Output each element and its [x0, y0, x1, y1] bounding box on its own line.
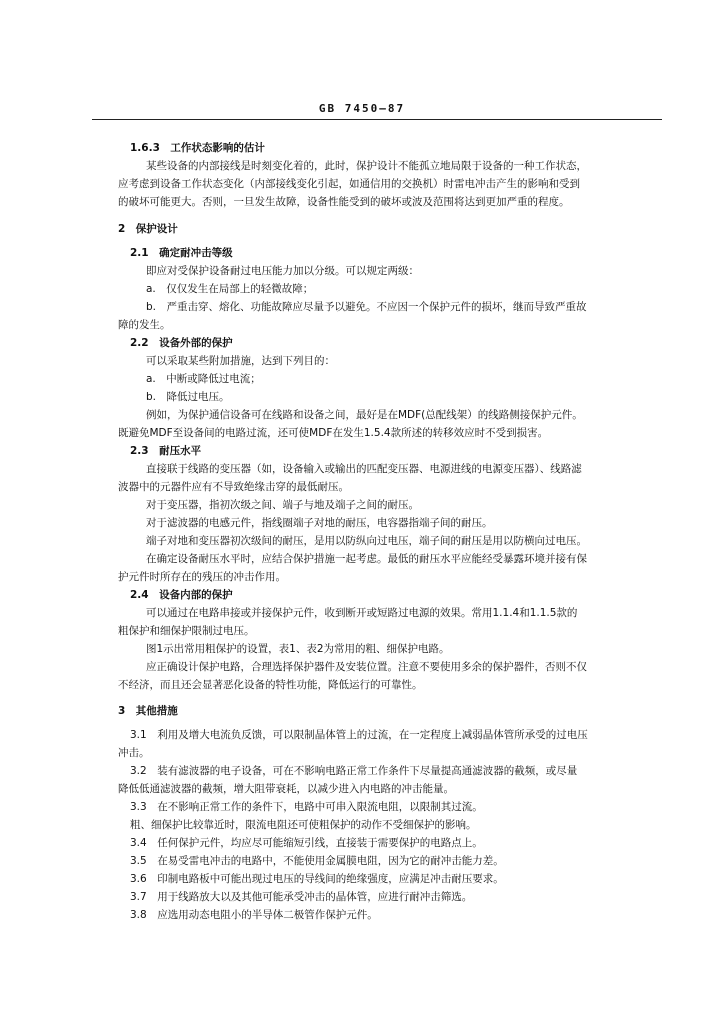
- header-rule: [92, 119, 662, 120]
- paragraph-line: 应正确设计保护电路，合理选择保护器件及安装位置。注意不要使用多余的保护器件，否则不仅: [146, 661, 587, 673]
- numbered-item: 3.4 任何保护元件，均应尽可能缩短引线，直接装于需要保护的电路点上。: [130, 837, 483, 849]
- paragraph-line: 应考虑到设备工作状态变化（内部接线变化引起，如通信用的交换机）时雷电冲击产生的影响和受到: [118, 178, 580, 190]
- paragraph-line: 端子对地和变压器初次级间的耐压，是用以防纵向过电压，端子间的耐压是用以防横向过电压。: [146, 535, 587, 547]
- paragraph-line: 可以采取某些附加措施，达到下列目的：: [146, 355, 335, 367]
- standard-header: GB 7450—87: [318, 102, 406, 115]
- paragraph-line: 护元件时所存在的残压的冲击作用。: [118, 571, 286, 583]
- numbered-item: 3.6 印制电路板中可能出现过电压的导线间的绝缘强度，应满足冲击耐压要求。: [130, 873, 504, 885]
- subsection-heading: 2.2 设备外部的保护: [130, 337, 233, 349]
- paragraph-line: 例如，为保护通信设备可在线路和设备之间，最好是在MDF(总配线架）的线路侧接保护元件。: [146, 409, 583, 421]
- numbered-item: 3.2 装有滤波器的电子设备，可在不影响电路正常工作条件下尽量提高通滤波器的截频，或尽量: [130, 765, 578, 777]
- list-item: b. 严重击穿、熔化、功能故障应尽量予以避免。不应因一个保护元件的损坏，继而导致严重故: [146, 301, 587, 313]
- numbered-item: 3.5 在易受雷电冲击的电路中，不能使用金属膜电阻，因为它的耐冲击能力差。: [130, 855, 504, 867]
- paragraph-line: 对于滤波器的电感元件，指线圈端子对地的耐压，电容器指端子间的耐压。: [146, 517, 493, 529]
- paragraph-line: 降低低通滤波器的截频，增大阻带衰耗，以减少进入内电路的冲击能量。: [118, 783, 454, 795]
- paragraph-line: 对于变压器，指初次级之间、端子与地及端子之间的耐压。: [146, 499, 419, 511]
- numbered-item: 3.3 在不影响正常工作的条件下，电路中可串入限流电阻，以限制其过流。: [130, 801, 483, 813]
- paragraph-line: 障的发生。: [118, 319, 171, 331]
- paragraph-line: 不经济，而且还会显著恶化设备的特性功能，降低运行的可靠性。: [118, 679, 423, 691]
- subsection-heading: 2.1 确定耐冲击等级: [130, 247, 233, 259]
- paragraph-line: 可以通过在电路串接或并接保护元件，收到断开或短路过电源的效果。常用1.1.4和1.1.5款的: [146, 607, 578, 619]
- numbered-item: 3.1 利用及增大电流负反馈，可以限制晶体管上的过流，在一定程度上减弱晶体管所承受的过电压: [130, 729, 588, 741]
- numbered-item: 3.8 应选用动态电阻小的半导体二极管作保护元件。: [130, 909, 378, 921]
- numbered-item: 3.7 用于线路放大以及其他可能承受冲击的晶体管，应进行耐冲击筛选。: [130, 891, 473, 903]
- subsection-heading: 1.6.3 工作状态影响的估计: [130, 142, 265, 154]
- paragraph-line: 在确定设备耐压水平时，应结合保护措施一起考虑。最低的耐压水平应能经受暴露环境并接有保: [146, 553, 587, 565]
- subsection-heading: 2.4 设备内部的保护: [130, 589, 233, 601]
- list-item: b. 降低过电压。: [146, 391, 230, 403]
- paragraph-line: 粗、细保护比较靠近时，限流电阻还可使粗保护的动作不受细保护的影响。: [130, 819, 477, 831]
- list-item: a. 中断或降低过电流；: [146, 373, 261, 385]
- section-heading: 2 保护设计: [118, 223, 178, 235]
- paragraph-line: 粗保护和细保护限制过电压。: [118, 625, 255, 637]
- paragraph-line: 波器中的元器件应有不导致绝缘击穿的最低耐压。: [118, 481, 349, 493]
- paragraph-line: 既避免MDF至设备间的电路过流，还可使MDF在发生1.5.4款所述的转移效应时不受到损害。: [118, 427, 549, 439]
- paragraph-line: 冲击。: [118, 747, 150, 759]
- paragraph-line: 即应对受保护设备耐过电压能力加以分级。可以规定两级：: [146, 265, 419, 277]
- section-heading: 3 其他措施: [118, 705, 178, 717]
- paragraph-line: 直接联于线路的变压器（如，设备输入或输出的匹配变压器、电源进线的电源变压器）、线路滤: [146, 463, 582, 475]
- subsection-heading: 2.3 耐压水平: [130, 445, 202, 457]
- paragraph-line: 图1示出常用粗保护的设置，表1、表2为常用的粗、细保护电路。: [146, 643, 450, 655]
- paragraph-line: 的破坏可能更大。否则，一旦发生故障，设备性能受到的破坏或波及范围将达到更加严重的程度。: [118, 196, 570, 208]
- list-item: a. 仅仅发生在局部上的轻微故障；: [146, 283, 314, 295]
- paragraph-line: 某些设备的内部接线是时刻变化着的，此时，保护设计不能孤立地局限于设备的一种工作状态，: [146, 160, 587, 172]
